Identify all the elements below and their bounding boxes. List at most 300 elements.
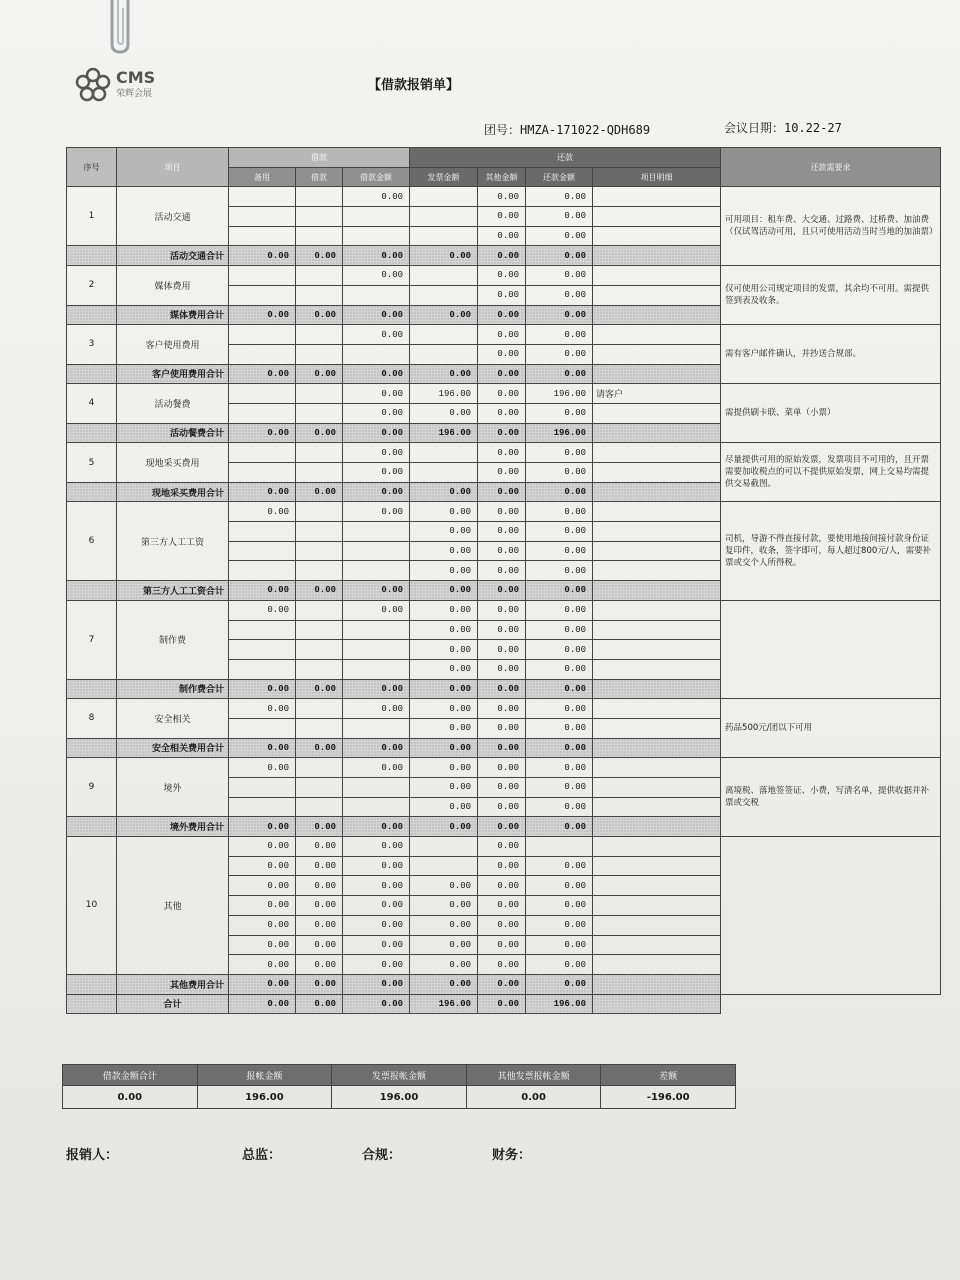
cell: 0.00 [410, 778, 478, 798]
cell [343, 778, 410, 798]
cell: 0.00 [478, 797, 526, 817]
subtotal-cell: 0.00 [343, 974, 410, 994]
cell: 0.00 [478, 955, 526, 975]
table-row [67, 187, 941, 207]
summary-header: 报帐金额 [197, 1065, 332, 1086]
table-row [67, 600, 941, 620]
cell: 0.00 [478, 620, 526, 640]
cell [296, 718, 343, 738]
section-number: 5 [67, 443, 117, 482]
cell [343, 207, 410, 227]
cell: 0.00 [229, 699, 296, 719]
cell: 0.00 [410, 502, 478, 522]
requirement-text: 仅可使用公司规定项目的发票，其余均不可用。需提供签到表及收条。 [721, 266, 941, 325]
subtotal-cell: 0.00 [410, 246, 478, 266]
cell [229, 463, 296, 483]
cell [593, 463, 721, 483]
cell: 0.00 [478, 935, 526, 955]
header-col: 借款金额 [343, 167, 410, 187]
subtotal-cell [593, 482, 721, 502]
cell: 0.00 [526, 463, 593, 483]
cell: 0.00 [296, 856, 343, 876]
cell: 0.00 [229, 837, 296, 857]
subtotal-cell [593, 679, 721, 699]
cell: 0.00 [410, 718, 478, 738]
header-col: 发票金额 [410, 167, 478, 187]
cell [593, 561, 721, 581]
cell [343, 659, 410, 679]
section-number: 4 [67, 384, 117, 423]
cell [593, 876, 721, 896]
cell [343, 797, 410, 817]
cell: 0.00 [343, 935, 410, 955]
subtotal-cell: 0.00 [410, 738, 478, 758]
cell [343, 522, 410, 542]
subtotal-cell: 0.00 [343, 817, 410, 837]
cell: 0.00 [526, 640, 593, 660]
subtotal-spacer [67, 679, 117, 699]
cell [593, 226, 721, 246]
cell: 0.00 [526, 955, 593, 975]
cell: 0.00 [229, 896, 296, 916]
subtotal-cell: 0.00 [410, 305, 478, 325]
total-cell: 0.00 [478, 994, 526, 1014]
cell: 0.00 [410, 758, 478, 778]
cell: 0.00 [296, 955, 343, 975]
cell: 0.00 [343, 403, 410, 423]
cell [410, 344, 478, 364]
table-row [67, 325, 941, 345]
subtotal-cell: 0.00 [478, 423, 526, 443]
subtotal-cell: 0.00 [229, 679, 296, 699]
subtotal-cell: 0.00 [343, 482, 410, 502]
summary-value: 196.00 [197, 1086, 332, 1109]
subtotal-cell: 0.00 [478, 246, 526, 266]
cell: 0.00 [478, 640, 526, 660]
subtotal-cell: 0.00 [296, 817, 343, 837]
cell [296, 403, 343, 423]
header-col: 其他金额 [478, 167, 526, 187]
subtotal-spacer [67, 974, 117, 994]
cell [229, 285, 296, 305]
cell: 0.00 [526, 403, 593, 423]
cell: 196.00 [410, 384, 478, 404]
summary-header: 其他发票报帐金额 [466, 1065, 601, 1086]
cell: 0.00 [410, 600, 478, 620]
subtotal-cell: 0.00 [296, 246, 343, 266]
section-number: 1 [67, 187, 117, 246]
cell: 0.00 [526, 600, 593, 620]
cell: 0.00 [229, 600, 296, 620]
cell [296, 325, 343, 345]
cell: 0.00 [526, 344, 593, 364]
cell [593, 778, 721, 798]
cell [229, 325, 296, 345]
cell: 0.00 [229, 502, 296, 522]
signature-reimburser: 报销人： [66, 1148, 119, 1163]
cell [296, 187, 343, 207]
subtotal-label: 媒体费用合计 [117, 305, 229, 325]
section-number: 3 [67, 325, 117, 364]
cell [593, 856, 721, 876]
subtotal-label: 安全相关费用合计 [117, 738, 229, 758]
cell: 0.00 [526, 620, 593, 640]
table-row [67, 699, 941, 719]
subtotal-cell: 0.00 [526, 817, 593, 837]
cell: 0.00 [478, 522, 526, 542]
summary-header: 差额 [601, 1065, 736, 1086]
cell [229, 718, 296, 738]
cell: 0.00 [478, 226, 526, 246]
section-name: 制作费 [117, 600, 229, 679]
cell [410, 226, 478, 246]
cell: 0.00 [229, 955, 296, 975]
cell: 0.00 [410, 403, 478, 423]
cell: 0.00 [343, 443, 410, 463]
cell: 0.00 [526, 325, 593, 345]
group-number: 团号：HMZA-171022-QDH689 [484, 123, 651, 137]
subtotal-label: 制作费合计 [117, 679, 229, 699]
cell: 0.00 [526, 778, 593, 798]
cell: 0.00 [526, 718, 593, 738]
total-row [67, 994, 941, 1014]
subtotal-cell: 0.00 [526, 246, 593, 266]
section-number: 8 [67, 699, 117, 738]
cell: 0.00 [526, 541, 593, 561]
cell [343, 344, 410, 364]
total-cell: 0.00 [296, 994, 343, 1014]
subtotal-cell: 0.00 [478, 738, 526, 758]
cell: 0.00 [343, 699, 410, 719]
total-cell: 0.00 [343, 994, 410, 1014]
cell [296, 541, 343, 561]
cell: 0.00 [410, 955, 478, 975]
subtotal-cell: 0.00 [478, 581, 526, 601]
cell: 0.00 [343, 266, 410, 286]
cell: 0.00 [343, 384, 410, 404]
subtotal-cell: 0.00 [296, 364, 343, 384]
cell [296, 285, 343, 305]
summary-value: 0.00 [63, 1086, 198, 1109]
requirement-text: 药品500元/团以下可用 [721, 699, 941, 758]
subtotal-cell: 0.00 [478, 974, 526, 994]
cell [593, 207, 721, 227]
requirement-text [721, 600, 941, 698]
summary-value: 196.00 [332, 1086, 467, 1109]
cell: 0.00 [526, 502, 593, 522]
cell [593, 718, 721, 738]
cell [593, 659, 721, 679]
cell: 0.00 [410, 876, 478, 896]
cell: 0.00 [478, 699, 526, 719]
cell: 0.00 [410, 541, 478, 561]
subtotal-cell [593, 974, 721, 994]
cell [593, 522, 721, 542]
header-item: 项目 [117, 148, 229, 187]
cell [229, 384, 296, 404]
subtotal-cell: 0.00 [296, 581, 343, 601]
section-name: 第三方人工工资 [117, 502, 229, 581]
table-row [67, 384, 941, 404]
requirement-text: 尽量提供可用的原始发票，发票项目不可用的，且开票需要加收税点的可以不提供原始发票，网上交易均需提供交易截图。 [721, 443, 941, 502]
cell [229, 403, 296, 423]
subtotal-spacer [67, 482, 117, 502]
subtotal-cell: 0.00 [229, 581, 296, 601]
section-number: 6 [67, 502, 117, 581]
requirement-text: 需有客户邮件确认，并抄送合规部。 [721, 325, 941, 384]
cell: 0.00 [343, 758, 410, 778]
subtotal-spacer [67, 738, 117, 758]
subtotal-cell [593, 738, 721, 758]
subtotal-cell: 0.00 [229, 738, 296, 758]
cell [593, 955, 721, 975]
cell [296, 443, 343, 463]
cell: 0.00 [478, 344, 526, 364]
cell: 0.00 [343, 955, 410, 975]
cell: 0.00 [478, 896, 526, 916]
signature-director: 总监： [242, 1148, 282, 1163]
cell [593, 325, 721, 345]
subtotal-cell: 0.00 [478, 482, 526, 502]
cell: 0.00 [343, 876, 410, 896]
cell: 0.00 [410, 935, 478, 955]
cell [296, 502, 343, 522]
cell: 0.00 [478, 443, 526, 463]
subtotal-cell [593, 817, 721, 837]
cell: 0.00 [526, 896, 593, 916]
subtotal-cell: 0.00 [229, 246, 296, 266]
subtotal-cell: 0.00 [478, 817, 526, 837]
cell: 0.00 [410, 797, 478, 817]
header-col: 备用 [229, 167, 296, 187]
subtotal-cell: 0.00 [343, 305, 410, 325]
cell [296, 226, 343, 246]
cell: 0.00 [229, 935, 296, 955]
subtotal-cell [593, 581, 721, 601]
subtotal-cell: 0.00 [526, 482, 593, 502]
section-number: 9 [67, 758, 117, 817]
total-label: 合计 [117, 994, 229, 1014]
section-name: 客户使用费用 [117, 325, 229, 364]
cell [296, 659, 343, 679]
cell: 0.00 [478, 876, 526, 896]
section-name: 安全相关 [117, 699, 229, 738]
cell: 0.00 [526, 797, 593, 817]
subtotal-cell: 0.00 [229, 423, 296, 443]
cell [593, 502, 721, 522]
subtotal-label: 客户使用费用合计 [117, 364, 229, 384]
cell: 0.00 [526, 561, 593, 581]
subtotal-cell: 0.00 [296, 305, 343, 325]
total-cell [593, 994, 721, 1014]
cell [229, 778, 296, 798]
cell: 0.00 [343, 502, 410, 522]
logo-text: CMS [116, 68, 156, 87]
cell: 0.00 [296, 915, 343, 935]
cell [526, 837, 593, 857]
cell: 0.00 [526, 207, 593, 227]
subtotal-label: 境外费用合计 [117, 817, 229, 837]
cell [593, 403, 721, 423]
subtotal-cell: 0.00 [343, 679, 410, 699]
cell [343, 561, 410, 581]
subtotal-cell: 0.00 [296, 974, 343, 994]
summary-value: -196.00 [601, 1086, 736, 1109]
requirement-text: 可用项目：租车费、大交通、过路费、过桥费、加油费（仅试驾活动可用，且只可使用活动当时当地的加油票） [721, 187, 941, 266]
cell [410, 207, 478, 227]
cell: 0.00 [526, 266, 593, 286]
subtotal-cell [593, 246, 721, 266]
summary-value: 0.00 [466, 1086, 601, 1109]
cell [593, 266, 721, 286]
cell: 0.00 [343, 837, 410, 857]
subtotal-cell: 0.00 [296, 423, 343, 443]
header-col: 还款金额 [526, 167, 593, 187]
subtotal-cell: 0.00 [343, 364, 410, 384]
cell [296, 699, 343, 719]
cell: 0.00 [526, 187, 593, 207]
cell [296, 463, 343, 483]
cell: 0.00 [478, 207, 526, 227]
cell: 0.00 [343, 856, 410, 876]
cell: 0.00 [478, 837, 526, 857]
cell: 0.00 [410, 640, 478, 660]
cell [593, 896, 721, 916]
cell: 0.00 [478, 856, 526, 876]
subtotal-cell: 0.00 [296, 482, 343, 502]
cell [410, 266, 478, 286]
cell: 0.00 [229, 856, 296, 876]
cell [296, 797, 343, 817]
cell: 0.00 [526, 699, 593, 719]
cell: 0.00 [526, 226, 593, 246]
cell [343, 640, 410, 660]
cell [229, 561, 296, 581]
cell [593, 797, 721, 817]
section-number: 2 [67, 266, 117, 305]
cell: 0.00 [478, 502, 526, 522]
cell [229, 187, 296, 207]
cell [343, 285, 410, 305]
page-title: 【借款报销单】 [368, 78, 460, 93]
cell: 0.00 [343, 463, 410, 483]
cell: 0.00 [296, 837, 343, 857]
subtotal-cell: 0.00 [410, 679, 478, 699]
cell: 0.00 [478, 718, 526, 738]
cell: 0.00 [478, 325, 526, 345]
cell: 0.00 [229, 876, 296, 896]
subtotal-cell: 0.00 [410, 581, 478, 601]
cell [593, 443, 721, 463]
cell [296, 266, 343, 286]
subtotal-spacer [67, 364, 117, 384]
total-empty [721, 994, 941, 1014]
subtotal-cell: 0.00 [526, 364, 593, 384]
subtotal-cell: 0.00 [296, 679, 343, 699]
section-name: 媒体费用 [117, 266, 229, 305]
cell [296, 600, 343, 620]
logo-subtitle: 荣辉会展 [116, 89, 153, 99]
cell [296, 207, 343, 227]
header-col: 项目明细 [593, 167, 721, 187]
cell: 0.00 [526, 443, 593, 463]
cell [593, 915, 721, 935]
requirement-text: 司机，导游不得直接付款，要使用地接间接付款身份证复印件，收条，签字即可，每人超过800元/人，需要补票或交个人所得税。 [721, 502, 941, 600]
subtotal-cell: 0.00 [229, 974, 296, 994]
subtotal-cell: 0.00 [410, 817, 478, 837]
cell [593, 758, 721, 778]
cell [593, 187, 721, 207]
section-number: 10 [67, 837, 117, 975]
subtotal-label: 第三方人工工资合计 [117, 581, 229, 601]
subtotal-cell: 0.00 [410, 974, 478, 994]
flower-logo-icon [74, 66, 112, 104]
total-cell: 196.00 [410, 994, 478, 1014]
cell: 0.00 [410, 620, 478, 640]
subtotal-label: 活动交通合计 [117, 246, 229, 266]
requirement-text: 离境税、落地签签证、小费，写清名单，提供收据并补票或交税 [721, 758, 941, 837]
table-row [67, 266, 941, 286]
meeting-date: 会议日期：10.22-27 [724, 121, 842, 135]
cell: 196.00 [526, 384, 593, 404]
subtotal-cell: 0.00 [526, 581, 593, 601]
subtotal-spacer [67, 246, 117, 266]
cell: 0.00 [296, 876, 343, 896]
cell: 0.00 [478, 541, 526, 561]
cell: 0.00 [478, 561, 526, 581]
section-name: 其他 [117, 837, 229, 975]
cell [296, 620, 343, 640]
cell: 0.00 [526, 915, 593, 935]
cell [410, 443, 478, 463]
cell: 0.00 [526, 876, 593, 896]
subtotal-label: 活动餐费合计 [117, 423, 229, 443]
subtotal-cell: 0.00 [410, 482, 478, 502]
table-row [67, 443, 941, 463]
cell [229, 226, 296, 246]
cell [410, 837, 478, 857]
cell: 0.00 [343, 325, 410, 345]
cell: 0.00 [343, 187, 410, 207]
cell [593, 935, 721, 955]
summary-header: 借款金额合计 [63, 1065, 198, 1086]
subtotal-cell: 0.00 [478, 364, 526, 384]
subtotal-cell: 0.00 [410, 364, 478, 384]
section-name: 活动交通 [117, 187, 229, 246]
cell [296, 522, 343, 542]
cell [229, 640, 296, 660]
cell [593, 600, 721, 620]
subtotal-cell: 0.00 [343, 738, 410, 758]
cell [229, 522, 296, 542]
cell: 0.00 [229, 758, 296, 778]
cell: 0.00 [478, 758, 526, 778]
cell: 0.00 [478, 915, 526, 935]
subtotal-cell [593, 364, 721, 384]
cell: 0.00 [410, 522, 478, 542]
cell: 0.00 [410, 659, 478, 679]
cell [229, 797, 296, 817]
reimbursement-table [66, 147, 941, 1014]
company-logo [74, 66, 174, 106]
cell: 0.00 [343, 600, 410, 620]
signature-finance: 财务： [492, 1148, 532, 1163]
cell [296, 384, 343, 404]
cell: 0.00 [229, 915, 296, 935]
cell: 0.00 [478, 403, 526, 423]
cell: 0.00 [526, 285, 593, 305]
cell: 0.00 [526, 758, 593, 778]
